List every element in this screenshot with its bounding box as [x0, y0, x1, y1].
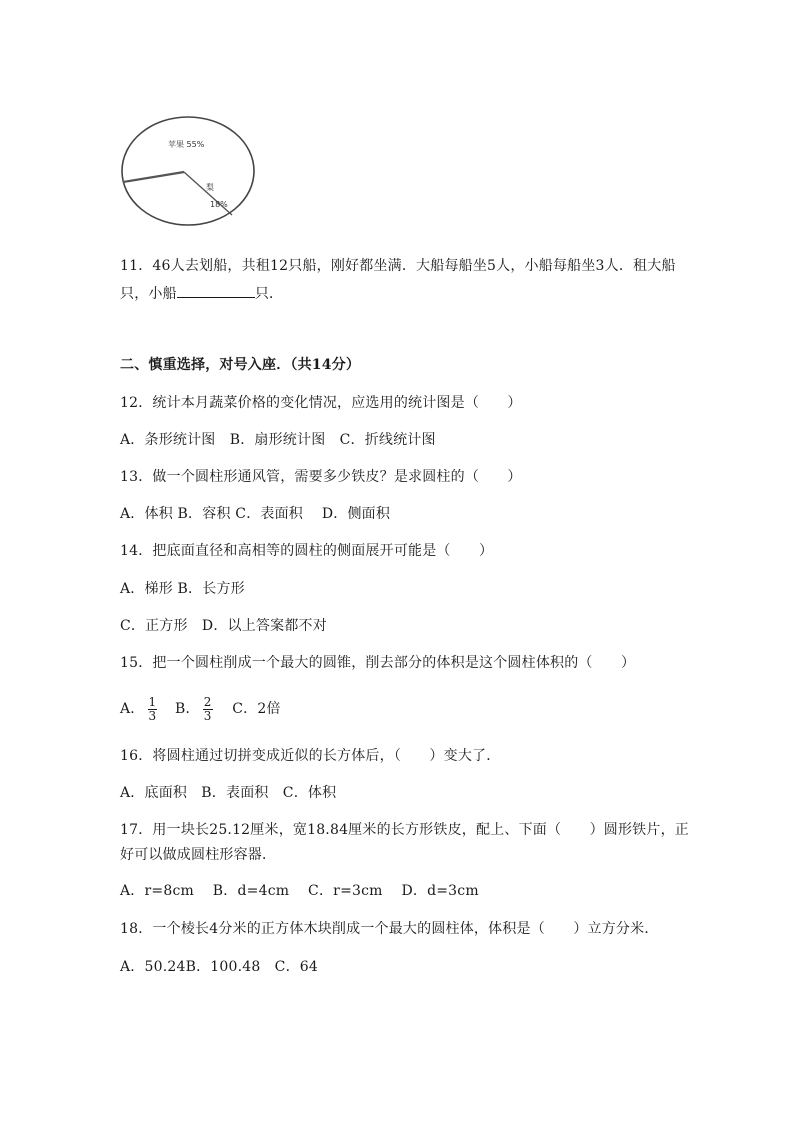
- q11-text: 只，小船: [120, 286, 177, 302]
- q14-options-1: A．梯形 B．长方形: [120, 581, 245, 597]
- q11-line2: [120, 283, 283, 304]
- q15-stem: 15．把一个圆柱削成一个最大的圆锥，削去部分的体积是这个圆柱体积的（ ）: [120, 655, 636, 671]
- q14-options-2: C．正方形 D．以上答案都不对: [120, 618, 327, 634]
- q16-stem: 16．将圆柱通过切拼变成近似的长方体后，（ ）变大了．: [120, 748, 501, 764]
- q15-option-a-label: A．: [120, 701, 145, 717]
- q17-stem-line2: 好可以做成圆柱形容器．: [120, 847, 277, 863]
- pie-label-pear-percent: 18%: [210, 200, 228, 209]
- section-heading: 二、慎重选择，对号入座．（共14分）: [120, 357, 361, 373]
- pie-chart-svg: [120, 115, 256, 227]
- fraction-denominator: 3: [203, 708, 212, 723]
- q13-options: A．体积 B．容积 C．表面积 D．侧面积: [120, 506, 391, 522]
- q11-line1: 11．46人去划船，共租12只船，刚好都坐满．大船每船坐5人，小船每船坐3人．租大船: [120, 258, 676, 274]
- q18-options: A．50.24B．100.48 C．64: [120, 959, 318, 975]
- q12-stem: 12．统计本月蔬菜价格的变化情况，应选用的统计图是（ ）: [120, 395, 522, 411]
- q12-options: A．条形统计图 B．扇形统计图 C．折线统计图: [120, 432, 436, 448]
- pie-label-apple: 苹果 55%: [168, 140, 205, 149]
- q17-options: A．r=8cm B．d=4cm C．r=3cm D．d=3cm: [120, 883, 479, 899]
- pie-chart: [120, 115, 256, 227]
- q15-options: [120, 691, 281, 727]
- q18-stem: 18．一个棱长4分米的正方体木块削成一个最大的圆柱体，体积是（ ）立方分米．: [120, 921, 659, 937]
- fraction-numerator: 1: [148, 694, 157, 709]
- q13-stem: 13．做一个圆柱形通风管，需要多少铁皮？是求圆柱的（ ）: [120, 469, 522, 485]
- q15-option-b-fraction: [203, 696, 213, 723]
- q15-option-c: C．2倍: [232, 701, 281, 717]
- q11-answer-blank[interactable]: [177, 283, 255, 298]
- q16-options: A．底面积 B．表面积 C．体积: [120, 785, 337, 801]
- q15-option-a-fraction: [148, 696, 158, 723]
- q11-text-end: 只．: [254, 286, 284, 302]
- fraction-numerator: 2: [203, 694, 212, 709]
- q14-stem: 14．把底面直径和高相等的圆柱的侧面展开可能是（ ）: [120, 543, 494, 559]
- q17-stem-line1: 17．用一块长25.12厘米，宽18.84厘米的长方形铁皮，配上、下面（ ）圆形铁片，正: [120, 822, 689, 838]
- fraction-denominator: 3: [148, 708, 157, 723]
- pie-label-pear: 梨: [206, 183, 214, 192]
- q15-option-b-label: B．: [175, 701, 200, 717]
- pie-outline: [122, 117, 254, 225]
